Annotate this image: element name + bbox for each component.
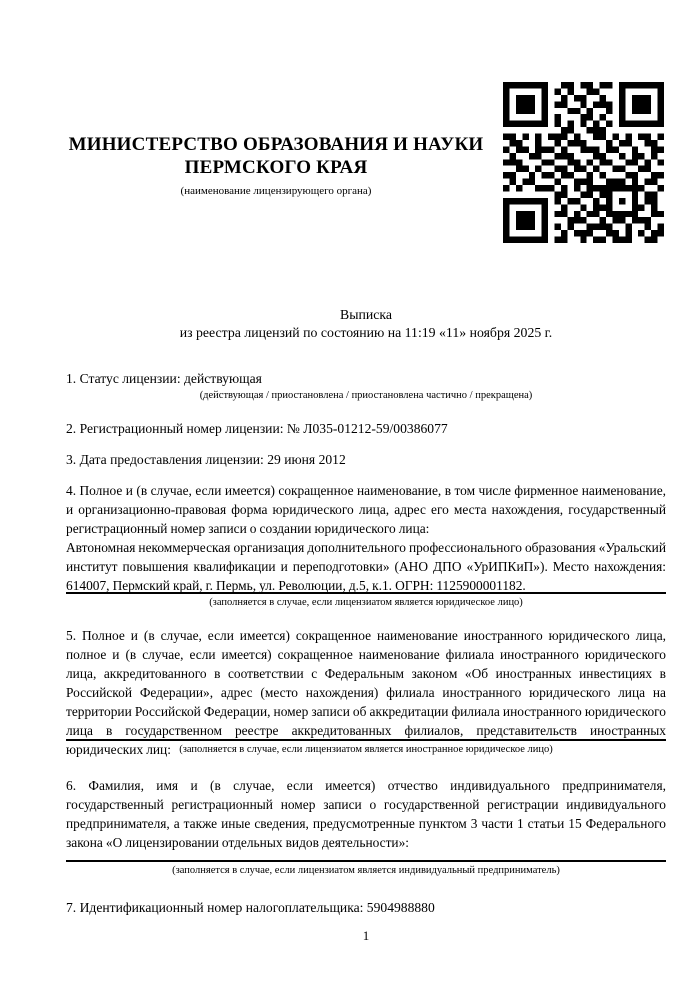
legal-entity-value: Автономная некоммерческая организация дополнительного профессионального образования «Уральский институт повышения квалификации и переподготовки» (АНО ДПО «УрИПКиП»). Место нахождения: 614007, Пермский край, г. Пермь, ул. Революции, д.5, к.1. ОГРН: 1125900001182.	[66, 540, 666, 593]
title-line2: из реестра лицензий по состоянию на 11:19 «11» ноября 2025 г.	[179, 324, 553, 340]
status-options-caption: (действующая / приостановлена / приостановлена частично / прекращена)	[199, 390, 533, 401]
section-foreign-entity: 5. Полное и (в случае, если имеется) сокращенное наименование иностранного юридического лица, полное и (в случае, если имеется) сокращенное наименование филиала иностранного юридического лица, аккредитованного в соответствии с Федеральным законом «Об иностранных инвестициях в Российской Федерации», адрес (место нахождения) филиала иностранного юридического лица на территории Российской Федерации, номер записи об аккредитации филиала иностранного юридического лица в государственном реестре аккредитованных филиалов, представительств иностранных юридических лиц:	[66, 628, 666, 757]
qr-code	[503, 82, 664, 243]
ministry-header	[56, 133, 496, 198]
status-text: 1. Статус лицензии: действующая	[66, 371, 262, 386]
legal-entity-rule	[66, 592, 666, 609]
foreign-entity-caption: (заполняется в случае, если лицензиатом является иностранное юридическое лицо)	[179, 744, 553, 755]
licensing-authority-caption: (наименование лицензирующего органа)	[180, 185, 372, 197]
section-legal-entity	[66, 481, 666, 595]
title-line1: Выписка	[340, 307, 392, 322]
section-grant-date: 3. Дата предоставления лицензии: 29 июня 2012	[66, 452, 346, 467]
ministry-name-line1: МИНИСТЕРСТВО ОБРАЗОВАНИЯ И НАУКИ	[68, 134, 484, 155]
document-title	[66, 306, 666, 341]
ministry-name-line2: ПЕРМСКОГО КРАЯ	[184, 157, 368, 178]
section-status	[66, 369, 666, 402]
section-registration-number: 2. Регистрационный номер лицензии: № Л035-01212-59/00386077	[66, 421, 448, 436]
section-inn: 7. Идентификационный номер налогоплательщика: 5904988880	[66, 900, 435, 915]
entrepreneur-rule	[66, 860, 666, 877]
legal-entity-caption: (заполняется в случае, если лицензиатом является юридическое лицо)	[209, 597, 523, 608]
foreign-entity-rule	[66, 739, 666, 756]
legal-entity-label: 4. Полное и (в случае, если имеется) сокращенное наименование, в том числе фирменное наименование, и организационно-правовая форма юридического лица, адрес его места нахождения, государственный регистрационный номер записи о создании юридического лица:	[66, 483, 666, 536]
entrepreneur-caption: (заполняется в случае, если лицензиатом является индивидуальный предприниматель)	[172, 865, 560, 876]
section-entrepreneur: 6. Фамилия, имя и (в случае, если имеется) отчество индивидуального предпринимателя, государственный регистрационный номер записи о государственной регистрации индивидуального предпринимателя, а также иные сведения, предусмотренные пунктом 3 части 1 статьи 15 Федерального закона «О лицензировании отдельных видов деятельности»:	[66, 778, 666, 850]
page-number: 1	[362, 928, 370, 943]
